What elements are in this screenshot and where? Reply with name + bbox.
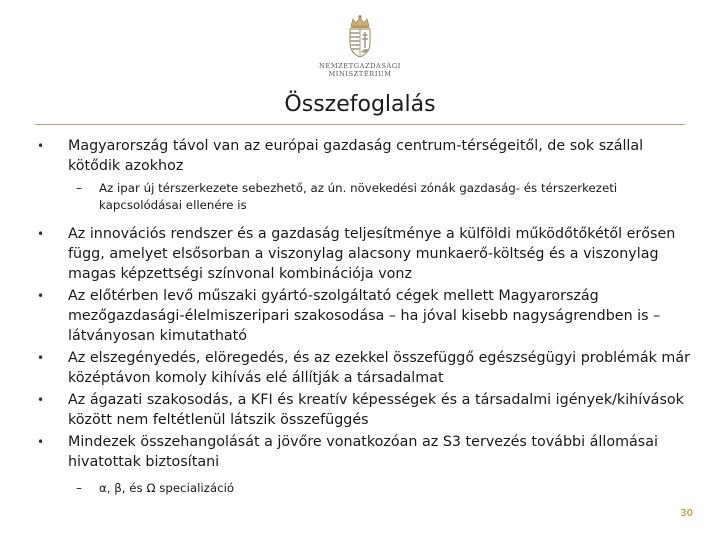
bullet-text: Magyarország távol van az európai gazdaság centrum-térségeitől, de sok szállal kötődik azokhoz — [68, 138, 644, 174]
bullet-marker: • — [37, 289, 45, 303]
bullet-text: Az innovációs rendszer és a gazdaság teljesítménye a külföldi működőtőkétől erősen függ, amelyet elsősorban a viszonylag alacsony munkaerő-költség és a viszonylag magas képzettségi színvonal kombinációja vonz — [68, 226, 676, 282]
ministry-logo — [0, 14, 720, 78]
bullet-text: Mindezek összehangolását a jövőre vonatkozóan az S3 tervezés további állomásai hivatottak biztosítani — [68, 434, 658, 470]
slide-title: Összefoglalás — [284, 92, 436, 117]
title-divider — [35, 124, 685, 125]
dash-marker: – — [76, 481, 82, 495]
sub-bullet-item — [30, 180, 690, 214]
bullet-item — [30, 224, 690, 284]
logo-text-line2: MINISZTÉRIUM — [328, 70, 392, 78]
bullet-item — [30, 286, 690, 346]
bullet-text: Az elszegényedés, elöregedés, és az ezekkel összefüggő egészségügyi problémák már középtávon komoly kihívás elé állítják a társadalmat — [68, 350, 690, 386]
bullet-marker: • — [37, 435, 45, 449]
bullet-marker: • — [37, 227, 45, 241]
bullet-marker: • — [37, 139, 45, 153]
logo-text-line1: NEMZETGAZDASÁGI — [319, 62, 401, 70]
bullet-item — [30, 390, 690, 430]
bullet-list — [30, 136, 690, 507]
sub-bullet-item — [30, 480, 690, 497]
bullet-text: Az előtérben levő műszaki gyártó-szolgáltató cégek mellett Magyarország mezőgazdasági-élelmiszeripari szakosodása – ha jóval kisebb nagyságrendben is – látványosan kimutatható — [68, 288, 661, 344]
bullet-marker: • — [37, 351, 45, 365]
bullet-item — [30, 136, 690, 176]
coat-of-arms-icon — [345, 14, 375, 58]
sub-bullet-text: Az ipar új térszerkezete sebezhető, az ún. növekedési zónák gazdaság- és térszerkezeti kapcsolódásai ellenére is — [99, 181, 618, 212]
page-number: 30 — [680, 508, 693, 519]
bullet-marker: • — [37, 393, 45, 407]
bullet-text: Az ágazati szakosodás, a KFI és kreatív képességek és a társadalmi igények/kihívások között nem feltétlenül látszik összefüggés — [68, 392, 684, 428]
bullet-item — [30, 432, 690, 472]
sub-bullet-text: α, β, és Ω specializáció — [99, 481, 235, 495]
bullet-item — [30, 348, 690, 388]
dash-marker: – — [76, 181, 82, 195]
